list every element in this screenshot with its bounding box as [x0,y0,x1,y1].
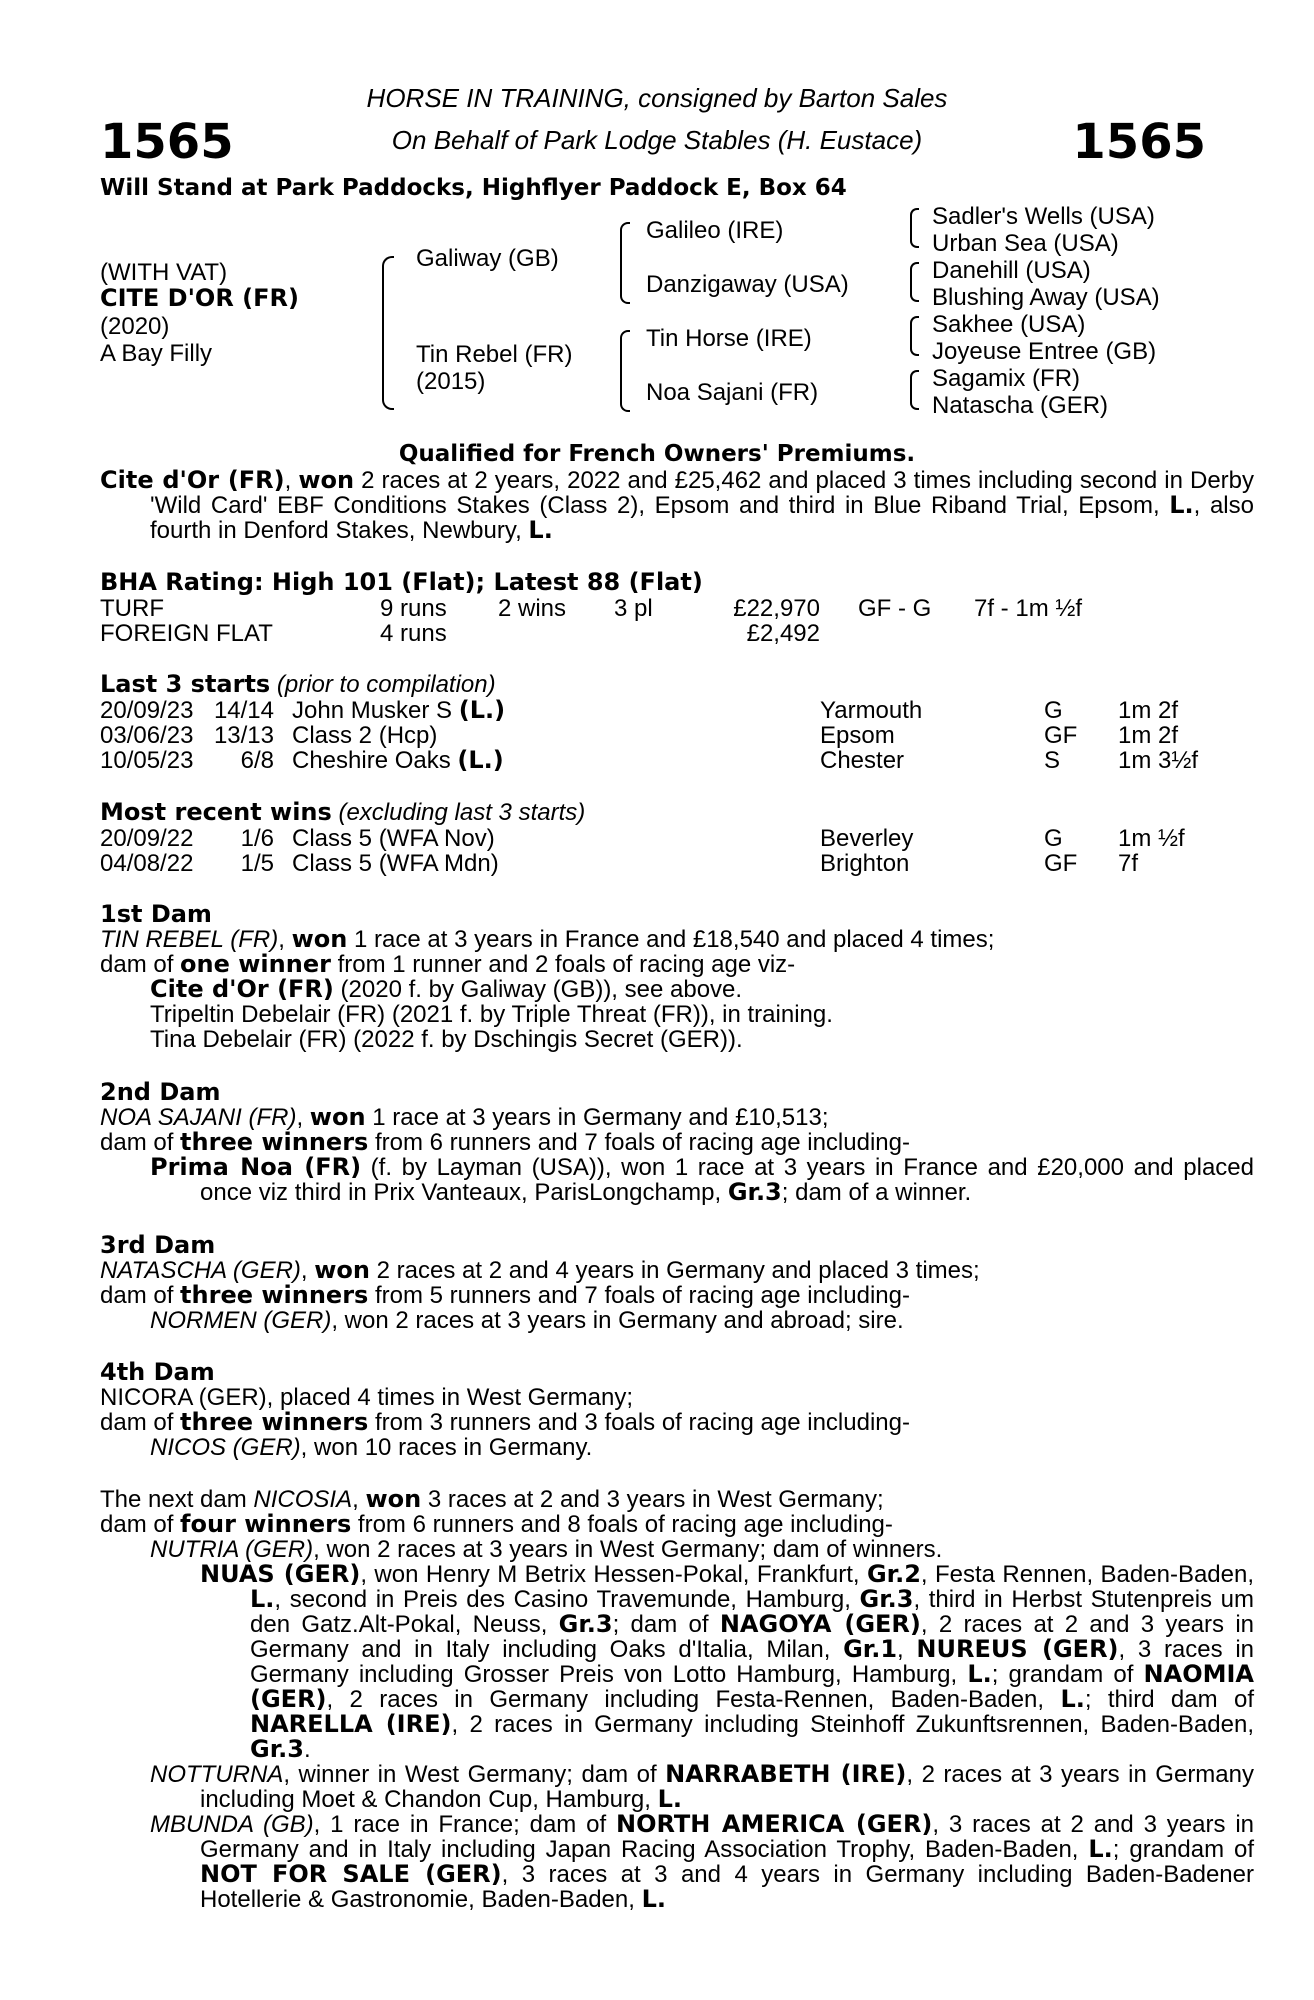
win-race: Class 5 (WFA Mdn) [292,850,499,877]
horse-description: A Bay Filly [100,340,213,367]
rating-label: FOREIGN FLAT [100,620,273,647]
mbunda-entry [150,1812,1254,1912]
pedigree-dds: Sagamix (FR) [932,365,1081,392]
dam3-progeny: NORMEN (GER), won 2 races at 3 years in Germany and abroad; sire. [150,1307,904,1334]
last3-heading: Last 3 starts (prior to compilation) [100,670,496,698]
dam1-produce: dam of one winner from 1 runner and 2 foals of racing age viz- [100,950,796,978]
start-going: S [1044,747,1061,774]
text-segment: Gr.2 [866,1560,921,1588]
win-race: Class 5 (WFA Nov) [292,825,495,852]
rating-label: TURF [100,595,164,622]
text-segment: Gr.3 [558,1610,613,1638]
win-distance: 1m ½f [1118,825,1185,852]
pedigree-sire: Galiway (GB) [416,245,559,272]
text-segment: NUAS (GER) [200,1560,361,1588]
pedigree-sds: Danehill (USA) [932,257,1091,284]
text-segment: , 2 races at 3 years in Germany including Moet & Chandon Cup, Hamburg, [200,1761,1254,1813]
rating-going: GF - G [858,595,932,622]
text-segment: , 3 races at 3 and 4 years in Germany including Baden-Badener Hotellerie & Gastronomie, Baden-Baden, [200,1861,1254,1913]
pedigree-sss: Sadler's Wells (USA) [932,203,1155,230]
rating-distance: 7f - 1m ½f [974,595,1083,622]
text-segment: L. [250,1585,275,1613]
start-position: 13/13 [213,722,274,749]
rating-prize: £22,970 [733,595,820,622]
dam1-record: TIN REBEL (FR), won 1 race at 3 years in France and £18,540 and placed 4 times; [100,925,995,953]
start-going: G [1044,697,1063,724]
pedigree-sire-sire: Galileo (IRE) [646,217,784,244]
dam4-heading: 4th Dam [100,1358,215,1386]
text-segment: L. [1060,1685,1085,1713]
text-segment: , 3 races in Germany including Grosser Preis von Lotto Hamburg, Hamburg, [250,1636,1255,1688]
text-segment: ; grandam of [1112,1836,1254,1863]
text-segment: . [303,1736,311,1763]
start-course: Yarmouth [820,697,923,724]
text-segment: , 3 races at 2 and 3 years in Germany and in Italy including Japan Racing Association Trophy, Baden-Baden, [200,1811,1255,1863]
text-segment: NOT FOR SALE (GER) [200,1860,502,1888]
nuas-entry [200,1562,1254,1762]
pedigree-dam: Tin Rebel (FR) [416,341,573,368]
text-segment: , third in Herbst Stutenpreis um den Gatz.Alt-Pokal, Neuss, [250,1586,1254,1638]
pedigree-brace-main [382,256,394,410]
start-date: 03/06/23 [100,722,194,749]
pedigree-ssd: Urban Sea (USA) [932,230,1119,257]
win-going: GF [1044,850,1078,877]
text-segment: L. [657,1785,683,1813]
start-position: 6/8 [240,747,274,774]
text-segment: Gr.3 [250,1735,304,1763]
win-course: Brighton [820,850,910,877]
premiums-note: Qualified for French Owners' Premiums. [398,441,916,467]
text-segment: , Festa Rennen, Baden-Baden, [920,1561,1255,1588]
text-segment: NAOMIA (GER) [250,1660,1254,1713]
recent-heading: Most recent wins (excluding last 3 starts) [100,798,586,826]
header-consignor: HORSE IN TRAINING, consigned by Barton Sales [366,83,948,113]
next-dam-record: The next dam NICOSIA, won 3 races at 2 and 3 years in West Germany; [100,1485,884,1513]
text-segment: NAGOYA (GER) [719,1610,921,1638]
text-segment: NORTH AMERICA (GER) [616,1810,933,1838]
text-segment: , winner in West Germany; dam of [283,1761,666,1788]
lot-number-right: 1565 [1072,114,1206,170]
rating-runs: 4 runs [380,620,447,647]
text-segment: , 1 race in France; dam of [313,1811,617,1838]
win-position: 1/5 [240,850,274,877]
pedigree-brace-dam [620,330,630,412]
text-segment: L. [641,1885,666,1913]
dam2-heading: 2nd Dam [100,1078,221,1106]
pedigree-brace-g3 [910,316,919,356]
text-segment: L. [1088,1835,1113,1863]
pedigree-dsd: Joyeuse Entree (GB) [932,338,1157,365]
win-date: 20/09/22 [100,825,194,852]
dam4-produce: dam of three winners from 3 runners and 3 foals of racing age including- [100,1408,910,1436]
race-summary: Cite d'Or (FR), won 2 races at 2 years, 2022 and £25,462 and placed 3 times including second in Derby 'Wild Card' EBF Conditions Stakes (Class 2), Epsom and third in Blue Riband Trial, Epsom, L., also fourth in Denford Stakes, Newbury, L. [100,466,1255,544]
dam1-progeny-3: Tina Debelair (FR) (2022 f. by Dschingis Secret (GER)). [150,1026,743,1053]
dam1-heading: 1st Dam [100,900,212,928]
text-segment: ; dam of [612,1611,720,1638]
pedigree-brace-sire [620,222,630,304]
win-position: 1/6 [240,825,274,852]
win-course: Beverley [820,825,914,852]
text-segment: , [897,1636,917,1663]
pedigree-brace-g4 [910,370,919,410]
text-segment: NUREUS (GER) [916,1635,1119,1663]
start-going: GF [1044,722,1078,749]
nutria-entry: NUTRIA (GER), won 2 races at 3 years in West Germany; dam of winners. [150,1536,943,1563]
header-vendor: On Behalf of Park Lodge Stables (H. Eustace) [391,125,923,155]
bha-rating: BHA Rating: High 101 (Flat); Latest 88 (Flat) [100,568,703,596]
win-going: G [1044,825,1063,852]
dam3-produce: dam of three winners from 5 runners and 7 foals of racing age including- [100,1281,910,1309]
text-segment: , 2 races in Germany including Festa-Rennen, Baden-Baden, [326,1686,1061,1713]
pedigree-dam-dam: Noa Sajani (FR) [646,379,819,406]
start-distance: 1m 2f [1118,722,1179,749]
dam3-heading: 3rd Dam [100,1231,216,1259]
dam1-progeny-2: Tripeltin Debelair (FR) (2021 f. by Triple Threat (FR)), in training. [150,1001,833,1028]
start-date: 10/05/23 [100,747,194,774]
next-dam-produce: dam of four winners from 6 runners and 8 foals of racing age including- [100,1510,893,1538]
text-segment: , won Henry M Betrix Hessen-Pokal, Frankfurt, [360,1561,867,1588]
pedigree-ddd: Natascha (GER) [932,392,1109,419]
text-segment: Gr.3 [859,1585,914,1613]
start-course: Epsom [820,722,895,749]
listed-marker: (L.) [458,696,506,724]
notturna-entry [150,1762,1254,1812]
start-position: 14/14 [213,697,274,724]
lot-number-left: 1565 [100,114,234,170]
start-race: John Musker S (L.) [292,696,506,724]
pedigree-dam-year: (2015) [416,368,486,395]
horse-year: (2020) [100,313,170,340]
pedigree-dss: Sakhee (USA) [932,311,1086,338]
text-segment: MBUNDA (GB) [150,1811,314,1838]
text-segment: Gr.1 [843,1635,898,1663]
rating-wins: 2 wins [498,595,567,622]
dam1-progeny-1: Cite d'Or (FR) (2020 f. by Galiway (GB)), see above. [150,975,743,1003]
start-date: 20/09/23 [100,697,194,724]
start-distance: 1m 3½f [1118,747,1199,774]
vat-note: (WITH VAT) [100,259,228,286]
pedigree-sdd: Blushing Away (USA) [932,284,1160,311]
rating-prize: £2,492 [746,620,820,647]
text-segment: L. [967,1660,992,1688]
text-segment: ; grandam of [991,1661,1144,1688]
pedigree-sire-dam: Danzigaway (USA) [646,271,849,298]
start-course: Chester [820,747,905,774]
text-segment: , 2 races in Germany including Steinhoff Zukunftsrennen, Baden-Baden, [451,1711,1254,1738]
rating-runs: 9 runs [380,595,447,622]
text-segment: NOTTURNA [150,1761,284,1788]
dam2-produce: dam of three winners from 6 runners and 7 foals of racing age including- [100,1128,910,1156]
text-segment: ; third dam of [1084,1686,1255,1713]
text-segment: , second in Preis des Casino Travemunde, Hamburg, [274,1586,860,1613]
horse-name: CITE D'OR (FR) [100,284,299,312]
pedigree-brace-g1 [910,208,919,248]
text-segment: NARELLA (IRE) [250,1710,452,1738]
win-distance: 7f [1118,850,1139,877]
listed-marker: (L.) [457,746,504,774]
dam2-progeny: Prima Noa (FR) (f. by Layman (USA)), won 1 race at 3 years in France and £20,000 and placed once viz third in Prix Vanteaux, ParisLongchamp, Gr.3; dam of a winner. [150,1153,1254,1206]
dam4-progeny: NICOS (GER), won 10 races in Germany. [150,1434,593,1461]
start-race: Class 2 (Hcp) [292,722,438,749]
dam4-record: NICORA (GER), placed 4 times in West Germany; [100,1384,634,1411]
dam3-record: NATASCHA (GER), won 2 races at 2 and 4 years in Germany and placed 3 times; [100,1256,980,1284]
dam2-record: NOA SAJANI (FR), won 1 race at 3 years in Germany and £10,513; [100,1103,829,1131]
rating-placed: 3 pl [614,595,653,622]
pedigree-brace-g2 [910,262,919,302]
stand-location: Will Stand at Park Paddocks, Highflyer Paddock E, Box 64 [100,175,847,201]
start-distance: 1m 2f [1118,697,1179,724]
text-segment: , 2 races at 2 and 3 years in Germany and in Italy including Oaks d'Italia, Milan, [250,1611,1255,1663]
win-date: 04/08/22 [100,850,194,877]
start-race: Cheshire Oaks (L.) [292,746,504,774]
pedigree-dam-sire: Tin Horse (IRE) [646,325,812,352]
text-segment: NARRABETH (IRE) [665,1760,907,1788]
